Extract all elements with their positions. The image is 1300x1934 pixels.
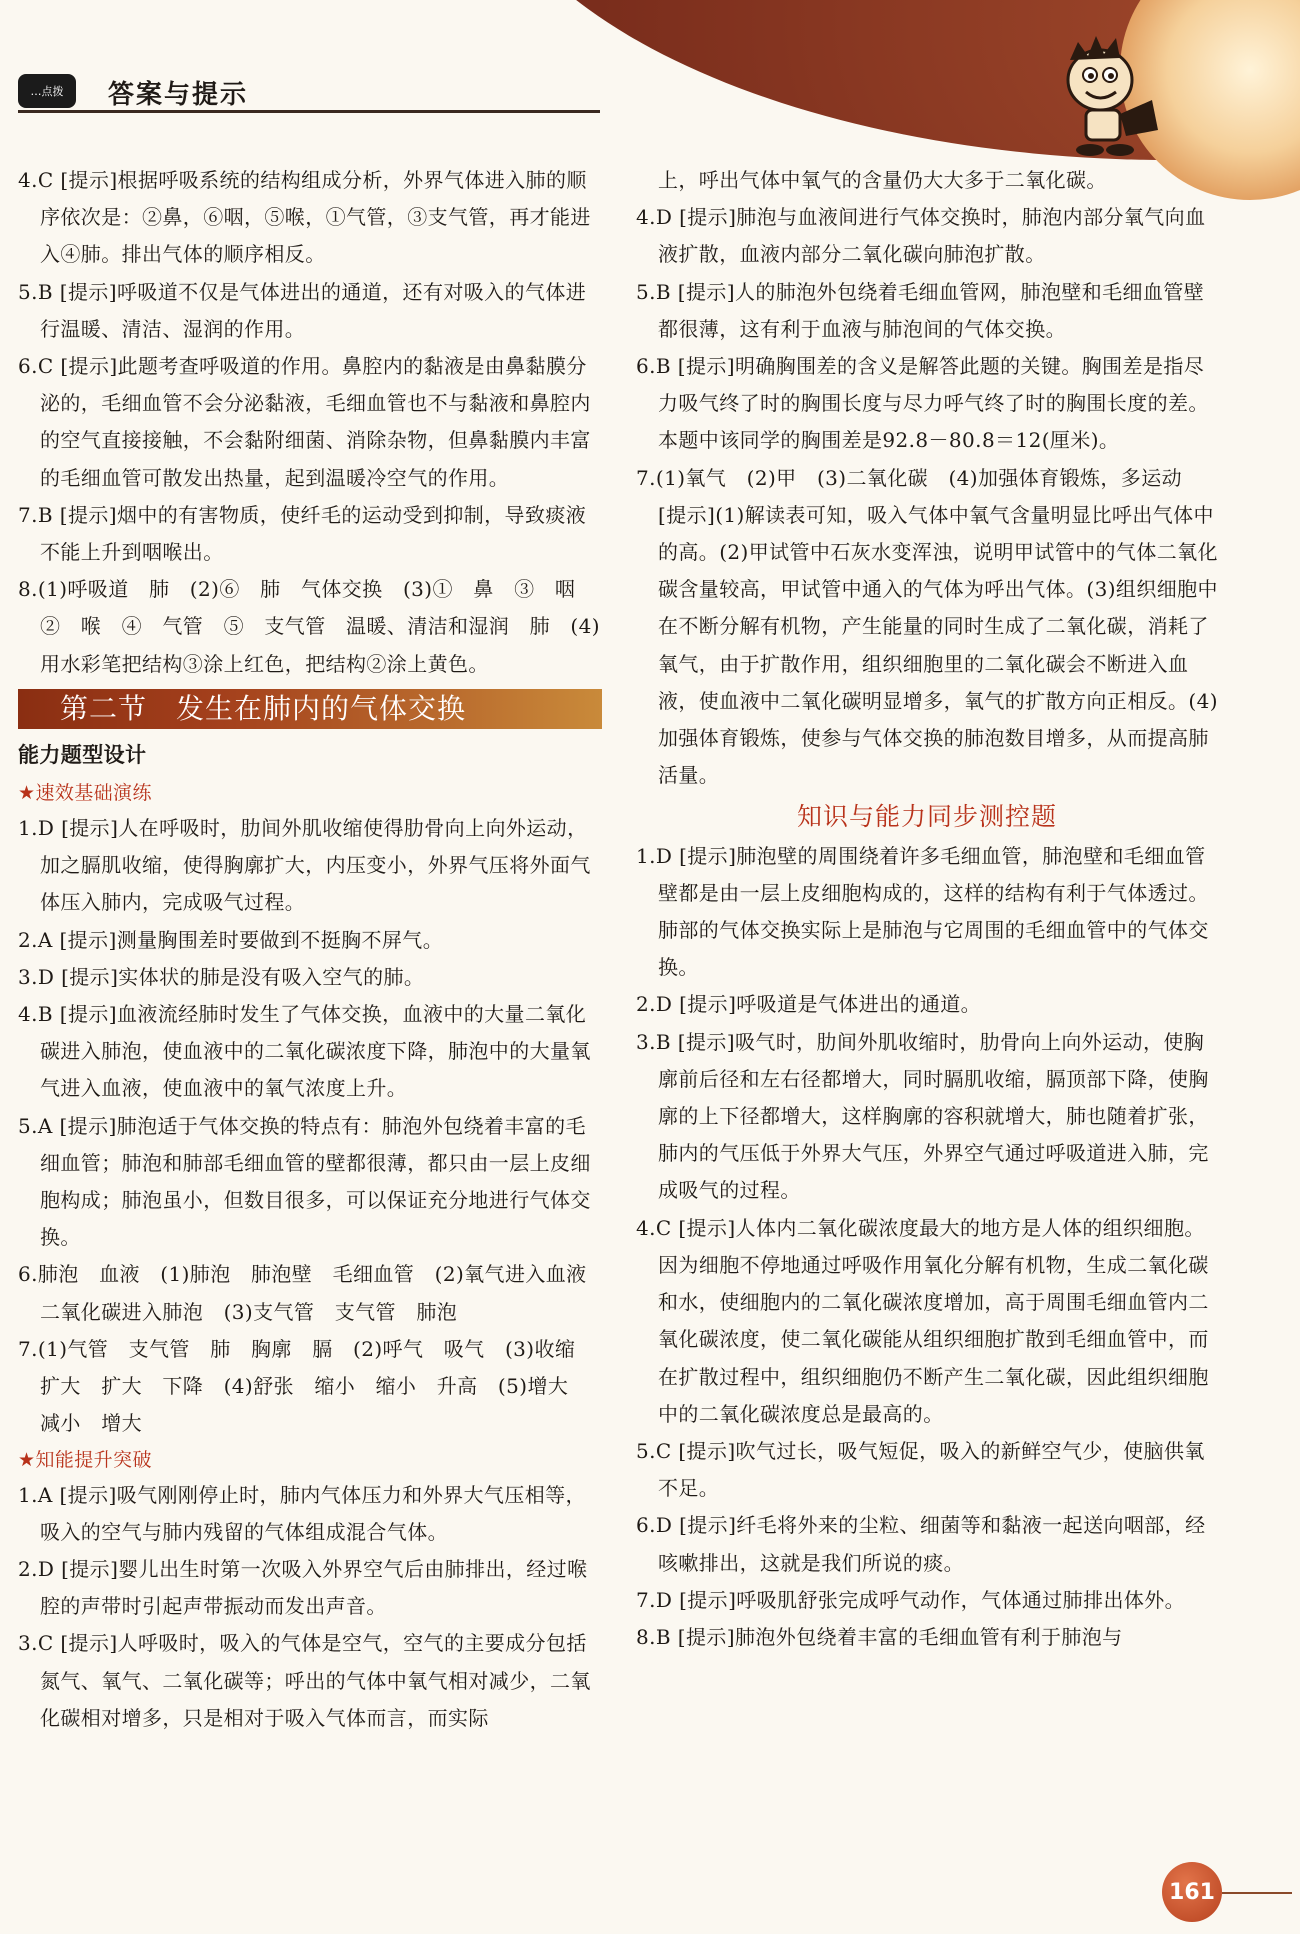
- star-heading: ★速效基础演练: [18, 782, 152, 805]
- left-column: [18, 162, 607, 1737]
- answer-item: 6.肺泡 血液 (1)肺泡 肺泡壁 毛细血管 (2)氧气进入血液 二氧化碳进入肺泡 (3)支气管 支气管 肺泡: [18, 1262, 607, 1324]
- answer-item: 1.D [提示]人在呼吸时，肋间外肌收缩使得肋骨向上向外运动，加之膈肌收缩，使得胸廓扩大，内压变小，外界气压将外面气体压入肺内，完成吸气过程。: [18, 816, 591, 915]
- answer-item: 4.C [提示]根据呼吸系统的结构组成分析，外界气体进入肺的顺序依次是：②鼻，⑥咽，⑤喉，①气管，③支气管，再才能进入④肺。排出气体的顺序相反。: [18, 168, 591, 267]
- star-heading-label: 知能提升突破: [35, 1448, 152, 1471]
- star-heading-label: 速效基础演练: [35, 782, 152, 805]
- answer-item: 5.C [提示]吹气过长，吸气短促，吸入的新鲜空气少，使脑供氧不足。: [636, 1438, 1205, 1501]
- answer-item: 5.A [提示]肺泡适于气体交换的特点有：肺泡外包绕着丰富的毛细血管；肺泡和肺部毛细血管的壁都很薄，都只由一层上皮细胞构成；肺泡虽小，但数目很多，可以保证充分地进行气体交换。: [18, 1113, 591, 1250]
- answer-item: 2.A [提示]测量胸围差时要做到不挺胸不屏气。: [18, 927, 444, 952]
- answer-item: 5.B [提示]人的肺泡外包绕着毛细血管网，肺泡壁和毛细血管壁都很薄，这有利于血液与肺泡间的气体交换。: [636, 279, 1205, 341]
- answer-item: 4.B [提示]血液流经肺时发生了气体交换，血液中的大量二氧化碳进入肺泡，使血液中的二氧化碳浓度下降，肺泡中的大量氧气进入血液，使血液中的氧气浓度上升。: [18, 1002, 591, 1101]
- answer-item: 3.C [提示]人呼吸时，吸入的气体是空气，空气的主要成分包括氮气、氧气、二氧化碳等；呼出的气体中氧气相对减少，二氧化碳相对增多，只是相对于吸入气体而言，而实际: [18, 1631, 591, 1730]
- header-rule: [18, 110, 600, 113]
- header-logo: …点拨: [18, 74, 76, 108]
- answer-item: 2.D [提示]婴儿出生时第一次吸入外界空气后由肺排出，经过喉腔的声带时引起声带振动而发出声音。: [18, 1556, 588, 1619]
- answer-item: 7.(1)气管 支气管 肺 胸廓 膈 (2)呼气 吸气 (3)收缩 扩大 扩大 下降 (4)舒张 缩小 缩小 升高 (5)增大 减小 增大: [18, 1336, 596, 1436]
- answer-item: 6.D [提示]纤毛将外来的尘粒、细菌等和黏液一起送向咽部，经咳嗽排出，这就是我们所说的痰。: [636, 1513, 1206, 1575]
- answer-continuation: 上，呼出气体中氧气的含量仍大大多于二氧化碳。: [658, 168, 1107, 192]
- answer-item: 4.C [提示]人体内二氧化碳浓度最大的地方是人体的组织细胞。因为细胞不停地通过呼吸作用氧化分解有机物，生成二氧化碳和水，使细胞内的二氧化碳浓度增加，高于周围毛细血管内二氧化碳浓度，使二氧化碳能从组织细胞扩散到毛细血管中，而在扩散过程中，组织细胞仍不断产生二氧化碳，因此组织细胞中的二氧化碳浓度总是最高的。: [636, 1215, 1209, 1426]
- subheading: 能力题型设计: [18, 742, 147, 767]
- answer-item: 1.A [提示]吸气刚刚停止时，肺内气体压力和外界大气压相等，吸入的空气与肺内残留的气体组成混合气体。: [18, 1482, 586, 1544]
- answer-item: 5.B [提示]呼吸道不仅是气体进出的通道，还有对吸入的气体进行温暖、清洁、湿润的作用。: [18, 279, 587, 341]
- answer-item: 8.(1)呼吸道 肺 (2)⑥ 肺 气体交换 (3)① 鼻 ③ 咽 ② 喉 ④ 气管 ⑤ 支气管 温暖、清洁和湿润 肺 (4)用水彩笔把结构③涂上红色，把结构②涂上黄色。: [18, 577, 600, 676]
- section-heading: 知识与能力同步测控题: [796, 802, 1057, 832]
- right-column: [636, 162, 1218, 1656]
- section-title-bar: 第二节 发生在肺内的气体交换: [18, 689, 602, 729]
- star-heading: ★知能提升突破: [18, 1448, 152, 1471]
- answer-item: 6.B [提示]明确胸围差的含义是解答此题的关键。胸围差是指尽力吸气终了时的胸围长度与尽力呼气终了时的胸围长度的差。本题中该同学的胸围差是92.8－80.8＝12(厘米)。: [636, 354, 1209, 453]
- header-title: 答案与提示: [108, 80, 249, 110]
- answer-item: 8.B [提示]肺泡外包绕着丰富的毛细血管有利于肺泡与: [636, 1624, 1123, 1649]
- answer-item: 7.B [提示]烟中的有害物质，使纤毛的运动受到抑制，导致痰液不能上升到咽喉出。: [18, 502, 587, 565]
- answer-item: 2.D [提示]呼吸道是气体进出的通道。: [636, 992, 982, 1017]
- mascot-illustration: [1030, 30, 1180, 160]
- page-number: 161: [1162, 1862, 1222, 1922]
- answer-item: 1.D [提示]肺泡壁的周围绕着许多毛细血管，肺泡壁和毛细血管壁都是由一层上皮细胞构成的，这样的结构有利于气体透过。肺部的气体交换实际上是肺泡与它周围的毛细血管中的气体交换。: [636, 843, 1209, 980]
- answer-item: 7.(1)氧气 (2)甲 (3)二氧化碳 (4)加强体育锻炼，多运动: [636, 465, 1183, 490]
- answer-item: 4.D [提示]肺泡与血液间进行气体交换时，肺泡内部分氧气向血液扩散，血液内部分二氧化碳向肺泡扩散。: [636, 205, 1206, 267]
- answer-item: 3.D [提示]实体状的肺是没有吸入空气的肺。: [18, 964, 425, 989]
- page-number-rule: [1222, 1892, 1292, 1894]
- answer-item: 3.B [提示]吸气时，肋间外肌收缩时，肋骨向上向外运动，使胸廓前后径和左右径都增大，同时膈肌收缩，膈顶部下降，使胸廓的上下径都增大，这样胸廓的容积就增大，肺也随着扩张，肺内的气压低于外界大气压，外界空气通过呼吸道进入肺，完成吸气的过程。: [636, 1029, 1209, 1203]
- answer-hint: [提示](1)解读表可知，吸入气体中氧气含量明显比呼出气体中的高。(2)甲试管中石灰水变浑浊，说明甲试管中的气体二氧化碳含量较高，甲试管中通入的气体为呼出气体。(3)组织细胞中在不断分解有机物，产生能量的同时生成了二氧化碳，消耗了氧气，由于扩散作用，组织细胞里的二氧化碳会不断进入血液，使血液中二氧化碳明显增多，氧气的扩散方向正相反。(4)加强体育锻炼，使参与气体交换的肺泡数目增多，从而提高肺活量。: [658, 502, 1218, 788]
- answer-item: 6.C [提示]此题考查呼吸道的作用。鼻腔内的黏液是由鼻黏膜分泌的，毛细血管不会分泌黏液，毛细血管也不与黏液和鼻腔内的空气直接接触，不会黏附细菌、消除杂物，但鼻黏膜内丰富的毛细血管可散发出热量，起到温暖冷空气的作用。: [18, 354, 591, 490]
- answer-item: 7.D [提示]呼吸肌舒张完成呼气动作，气体通过肺排出体外。: [636, 1587, 1186, 1612]
